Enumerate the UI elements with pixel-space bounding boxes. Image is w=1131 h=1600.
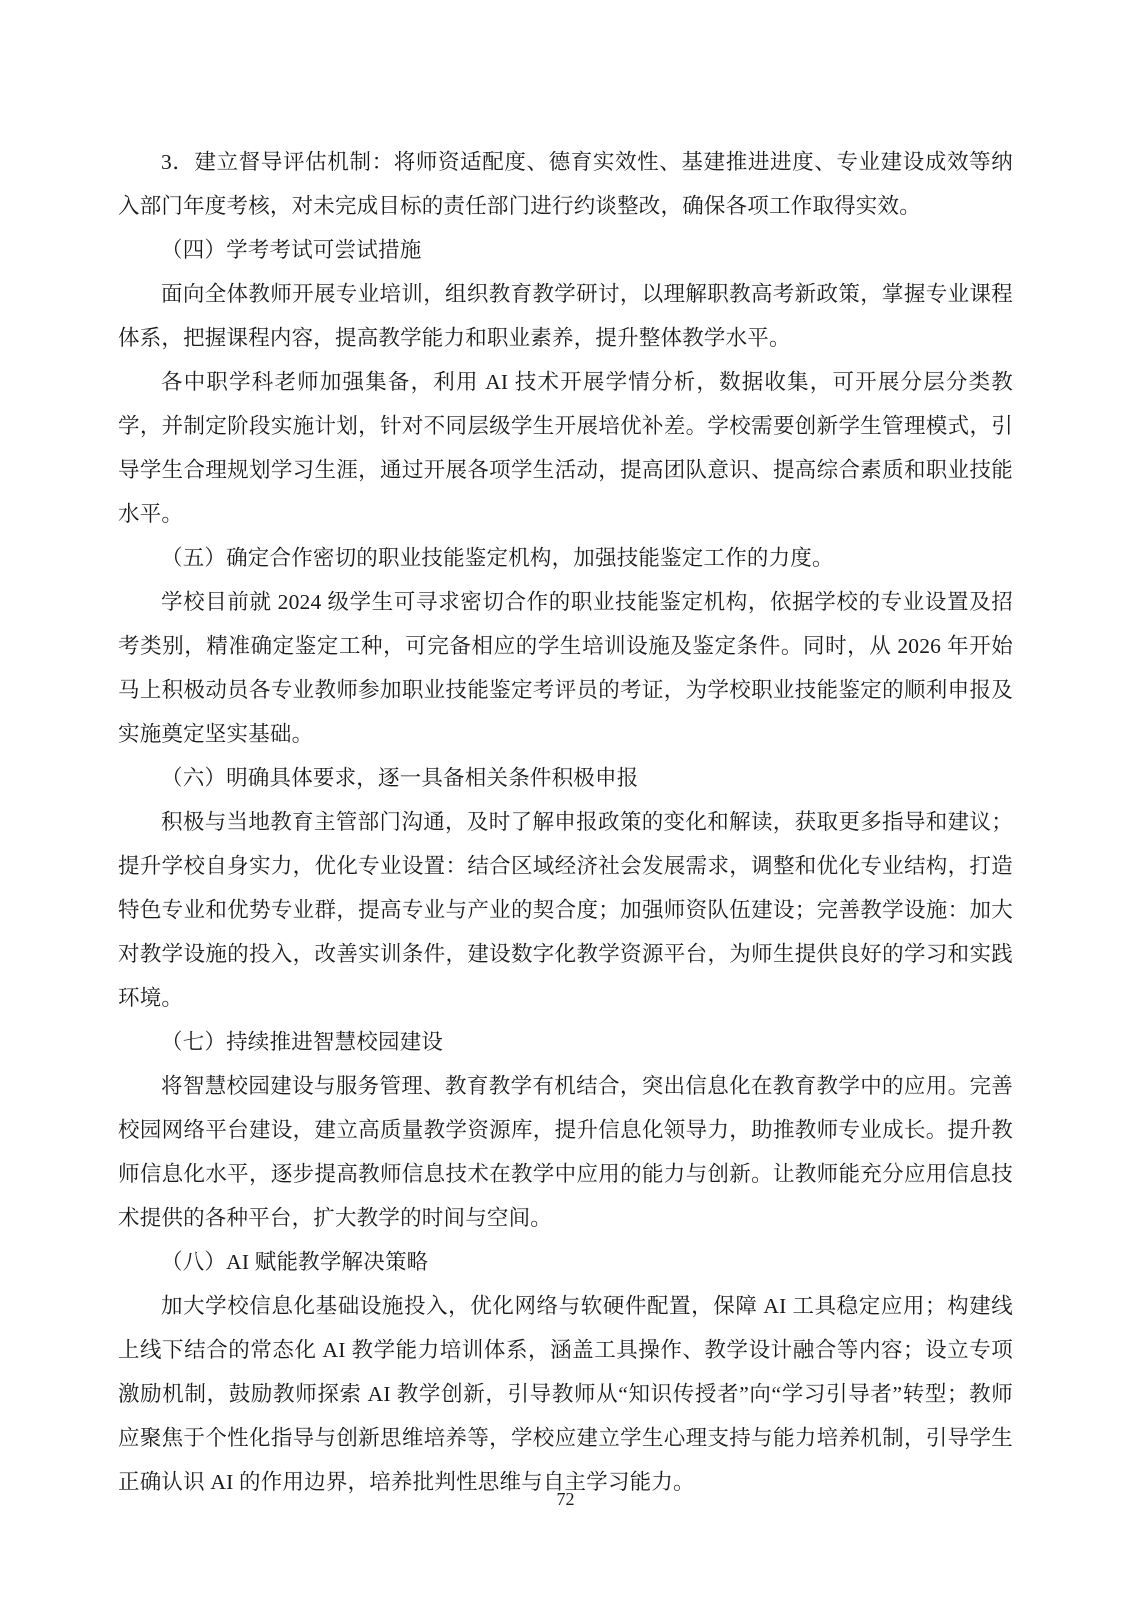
paragraph-2: 面向全体教师开展专业培训，组织教育教学研讨，以理解职教高考新政策，掌握专业课程体系，把握课程内容，提高教学能力和职业素养，提升整体教学水平。 (118, 282, 1013, 350)
paragraph-5: 积极与当地教育主管部门沟通，及时了解申报政策的变化和解读，获取更多指导和建议；提升学校自身实力，优化专业设置：结合区域经济社会发展需求，调整和优化专业结构，打造特色专业和优势专业群，提高专业与产业的契合度；加强师资队伍建设；完善教学设施：加大对教学设施的投入，改善实训条件，建设数字化教学资源平台，为师生提供良好的学习和实践环境。 (118, 810, 1013, 1010)
paragraph-7: 加大学校信息化基础设施投入，优化网络与软硬件配置，保障 AI 工具稳定应用；构建线上线下结合的常态化 AI 教学能力培训体系，涵盖工具操作、教学设计融合等内容；设立专项激励机制，鼓励教师探索 AI 教学创新，引导教师从“知识传授者”向“学习引导者”转型；教师应聚焦于个性化指导与创新思维培养等，学校应建立学生心理支持与能力培养机制，引导学生正确认识 AI 的作用边界，培养批判性思维与自主学习能力。 (118, 1294, 1013, 1494)
paragraph-1: 3．建立督导评估机制：将师资适配度、德育实效性、基建推进进度、专业建设成效等纳入部门年度考核，对未完成目标的责任部门进行约谈整改，确保各项工作取得实效。 (118, 150, 1013, 218)
paragraph-6: 将智慧校园建设与服务管理、教育教学有机结合，突出信息化在教育教学中的应用。完善校园网络平台建设，建立高质量教学资源库，提升信息化领导力，助推教师专业成长。提升教师信息化水平，逐步提高教师信息技术在教学中应用的能力与创新。让教师能充分应用信息技术提供的各种平台，扩大教学的时间与空间。 (118, 1074, 1013, 1230)
heading-section-6: （六）明确具体要求，逐一具备相关条件积极申报 (161, 766, 639, 790)
heading-section-4: （四）学考考试可尝试措施 (161, 238, 422, 262)
page-number: 72 (556, 1489, 575, 1509)
paragraph-4: 学校目前就 2024 级学生可寻求密切合作的职业技能鉴定机构，依据学校的专业设置及招考类别，精准确定鉴定工种，可完备相应的学生培训设施及鉴定条件。同时，从 2026 年开始马上积极动员各专业教师参加职业技能鉴定考评员的考证，为学校职业技能鉴定的顺利申报及实施奠定坚实基础。 (118, 590, 1013, 746)
paragraph-3: 各中职学科老师加强集备，利用 AI 技术开展学情分析，数据收集，可开展分层分类教学，并制定阶段实施计划，针对不同层级学生开展培优补差。学校需要创新学生管理模式，引导学生合理规划学习生涯，通过开展各项学生活动，提高团队意识、提高综合素质和职业技能水平。 (118, 370, 1013, 526)
heading-section-5: （五）确定合作密切的职业技能鉴定机构，加强技能鉴定工作的力度。 (161, 546, 834, 570)
document-body (118, 140, 1013, 1504)
heading-section-7: （七）持续推进智慧校园建设 (161, 1030, 444, 1054)
heading-section-8: （八）AI 赋能教学解决策略 (161, 1250, 429, 1274)
